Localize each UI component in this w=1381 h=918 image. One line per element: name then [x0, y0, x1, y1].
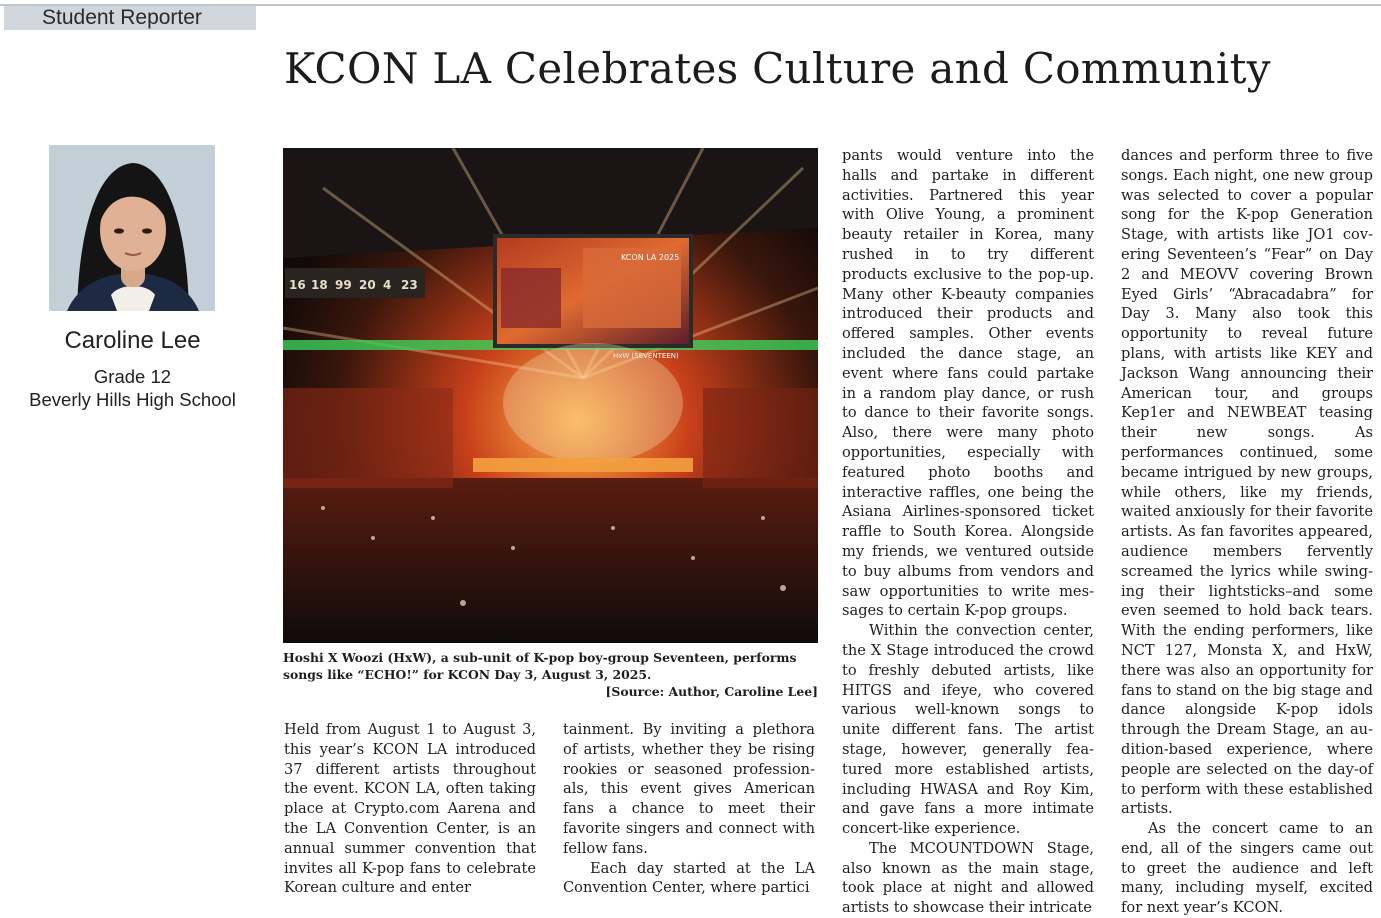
caption-text: Hoshi X Woozi (HxW), a sub-unit of K-pop boy-group Seventeen, performs songs like “ECHO!” for KCON Day 3, August 3, 2025. [283, 650, 797, 682]
banner-number: 99 [335, 278, 352, 292]
article-paragraph: dances and perform three to five songs. Each night, one new group was selected to cover a popular song for the K-pop Generation Stage, with artists like JO1 covering Seventeen’s “Fear” on Day 2 and MEOVV covering Brown Eyed Girls’ “Abracadabra” for Day 3. Many also took this opportunity to reveal future plans, with artists like KEY and Jackson Wang announcing their American tour, and groups Kep1er and NEWBEAT teasing their new songs. As performances continued, some became intrigued by new groups, while others, like my friends, waited anxiously for their favorite artists. As fan favorites appeared, audience members fervently screamed the lyrics while swinging their lightsticks–and some even seemed to hold back tears. With the ending performers, like NCT 127, Monsta X, and HxW, there was also an opportunity for fans to stand on the big stage and dance alongside K-pop idols through the Dream Stage, an audition-based experience, where people are selected on the day-of to perform with these established artists. [1121, 147, 1373, 818]
banner-number: 23 [401, 278, 418, 292]
caption-source: [Source: Author, Caroline Lee] [605, 684, 818, 699]
article-column-1 [284, 720, 536, 898]
photo-caption [283, 649, 818, 700]
banner-number: 18 [311, 278, 328, 292]
article-column-3 [842, 146, 1094, 917]
screen-banner: KCON LA 2025 [621, 253, 680, 262]
concert-photo [283, 148, 818, 643]
banner-number: 20 [359, 278, 376, 292]
article-column-4 [1121, 146, 1373, 917]
article-paragraph: tainment. By inviting a plethora of artists, whether they be rising rookies or seasoned professionals, this event gives American fans a chance to meet their favorite singers and connect with fellow fans. [563, 721, 815, 857]
article-paragraph: Within the convection center, the X Stage introduced the crowd to freshly debuted artists, like HITGS and ifeye, who covered various well-known songs to unite different fans. The artist stage, however, generally featured more established artists, including HWASA and Roy Kim, and gave fans a more intimate concert-like experience. [842, 622, 1094, 838]
headline: KCON LA Celebrates Culture and Community [284, 44, 1271, 93]
author-grade: Grade 12 [93, 366, 172, 387]
banner-number: 4 [383, 278, 392, 292]
section-tag: Student Reporter [4, 6, 256, 30]
banner-number: 16 [289, 278, 306, 292]
screen-label: HxW (SEVENTEEN) [613, 352, 679, 360]
article-paragraph: Each day started at the LA Convention Center, where partici [563, 859, 815, 897]
article-paragraph: As the concert came to an end, all of the singers came out to greet the audience and left many, including myself, excited for next year’s KCON. [1121, 820, 1373, 917]
article-paragraph: pants would venture into the halls and partake in different activities. Partnered this year with Olive Young, a prominent beauty retailer in Korea, many rushed in to try different products exclusive to the pop-up. Many other K-beauty companies introduced their products and offered samples. Other events included the dance stage, an event where fans could partake in a random play dance, or rush to dance to their favorite songs. Also, there were many photo opportunities, especially with featured photo booths and interactive raffles, one being the Asiana Airlines-sponsored ticket raffle to South Korea. Alongside my friends, we ventured outside to buy albums from vendors and saw opportunities to write messages to certain K-pop groups. [842, 147, 1094, 620]
article-paragraph: The MCOUNTDOWN Stage, also known as the main stage, took place at night and allowed artists to showcase their intricate [842, 839, 1094, 917]
article-column-2 [563, 720, 815, 898]
author-name: Caroline Lee [64, 327, 201, 354]
article-paragraph: Held from August 1 to August 3, this year’s KCON LA introduced 37 different artists throughout the event. KCON LA, often taking place at Crypto.com Aarena and the LA Convention Center, is an annual summer convention that invites all K-pop fans to celebrate Korean culture and enter [284, 721, 536, 897]
author-photo [49, 145, 215, 311]
author-school: Beverly Hills High School [29, 389, 236, 410]
